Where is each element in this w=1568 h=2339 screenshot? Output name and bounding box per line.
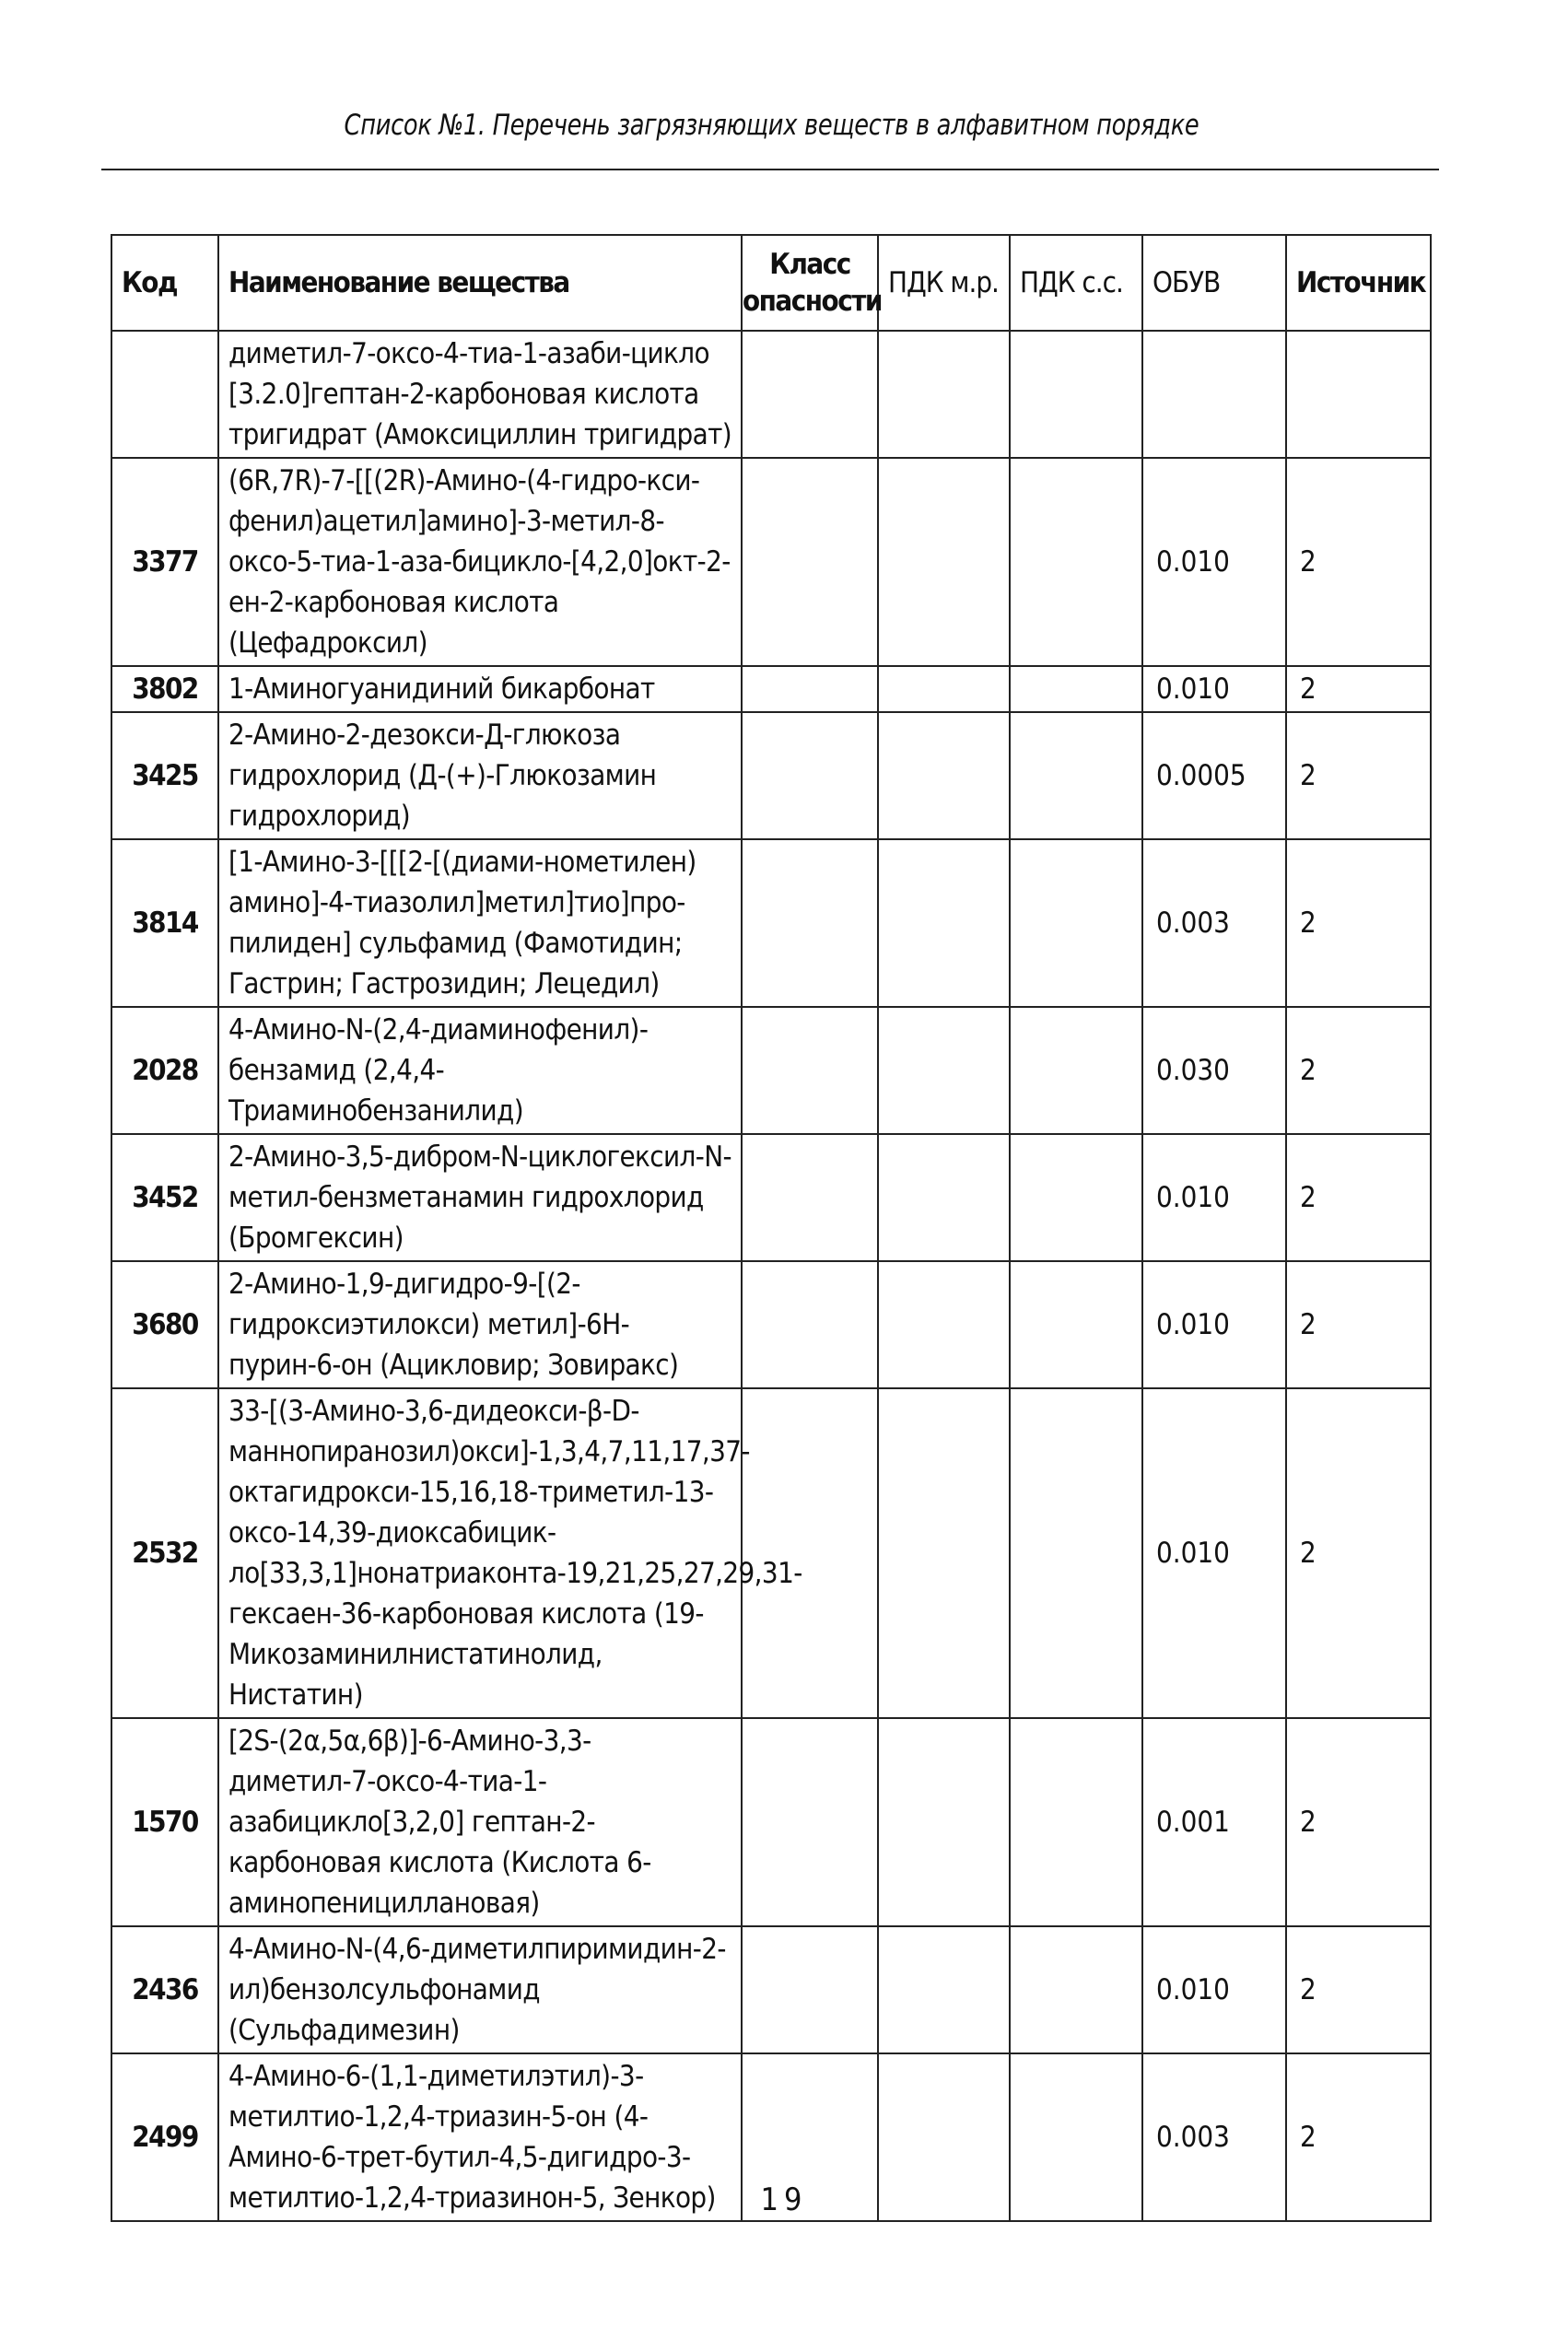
hazard-class-cell — [742, 1134, 878, 1261]
table-body — [111, 331, 1431, 2221]
code-cell: 2028 — [111, 1007, 218, 1134]
substance-name-cell: 1-Аминогуанидиний бикарбонат — [218, 666, 742, 712]
substance-name-cell: диметил-7-оксо-4-тиа-1-азаби-цикло [3.2.0]гептан-2-карбоновая кислота тригидрат (Амоксициллин тригидрат) — [218, 331, 742, 458]
substance-name-cell: 4-Амино-N-(2,4-диаминофенил)-бензамид (2,4,4-Триаминобензанилид) — [218, 1007, 742, 1134]
obuv-cell: 0.010 — [1142, 1388, 1286, 1718]
pdk-mr-cell — [878, 712, 1010, 839]
code-cell: 3802 — [111, 666, 218, 712]
table-row — [111, 1007, 1431, 1134]
source-cell: 2 — [1286, 666, 1431, 712]
hazard-class-cell — [742, 1926, 878, 2053]
substance-name-cell: [1-Амино-3-[[[2-[(диами-нометилен) амино]-4-тиазолил]метил]тио]про-пилиден] сульфамид (Фамотидин; Гастрин; Гастрозидин; Лецедил) — [218, 839, 742, 1007]
pdk-ss-cell — [1010, 331, 1142, 458]
code-cell: 1570 — [111, 1718, 218, 1926]
hazard-class-cell — [742, 1718, 878, 1926]
table-row — [111, 712, 1431, 839]
pdk-ss-cell — [1010, 1007, 1142, 1134]
pdk-ss-cell — [1010, 839, 1142, 1007]
substance-name-cell: 33-[(3-Амино-3,6-дидеокси-β-D-маннопиранозил)окси]-1,3,4,7,11,17,37-октагидрокси-15,16,18-триметил-13-оксо-14,39-диоксабицик-ло[33,3,1]нонатриаконта-19,21,25,27,29,31-гексаен-36-карбоновая кислота (19-Микозаминилнистатинолид, Нистатин) — [218, 1388, 742, 1718]
code-cell: 3814 — [111, 839, 218, 1007]
obuv-cell: 0.010 — [1142, 458, 1286, 666]
obuv-cell: 0.010 — [1142, 1134, 1286, 1261]
column-header-hazard-class-line1: Класс — [769, 248, 850, 281]
hazard-class-cell — [742, 712, 878, 839]
code-cell: 2499 — [111, 2053, 218, 2221]
pdk-mr-cell — [878, 1261, 1010, 1388]
pdk-mr-cell — [878, 1718, 1010, 1926]
obuv-cell: 0.001 — [1142, 1718, 1286, 1926]
table-row — [111, 839, 1431, 1007]
code-cell: 2532 — [111, 1388, 218, 1718]
pdk-ss-cell — [1010, 1718, 1142, 1926]
source-cell: 2 — [1286, 1261, 1431, 1388]
column-header-code: Код — [111, 235, 218, 331]
substance-name-cell: (6R,7R)-7-[[(2R)-Амино-(4-гидро-кси-фенил)ацетил]амино]-3-метил-8-оксо-5-тиа-1-аза-бицикло-[4,2,0]окт-2-ен-2-карбоновая кислота (Цефадроксил) — [218, 458, 742, 666]
obuv-cell: 0.030 — [1142, 1007, 1286, 1134]
pdk-ss-cell — [1010, 1388, 1142, 1718]
substance-name-cell: 2-Амино-1,9-дигидро-9-[(2-гидроксиэтилокси) метил]-6Н-пурин-6-он (Ацикловир; Зовиракс) — [218, 1261, 742, 1388]
pdk-ss-cell — [1010, 1134, 1142, 1261]
column-header-source: Источник — [1286, 235, 1431, 331]
pdk-ss-cell — [1010, 1261, 1142, 1388]
pdk-mr-cell — [878, 666, 1010, 712]
substance-name-cell: 4-Амино-N-(4,6-диметилпиримидин-2-ил)бензолсульфонамид (Сульфадимезин) — [218, 1926, 742, 2053]
table-row — [111, 1388, 1431, 1718]
obuv-cell: 0.010 — [1142, 666, 1286, 712]
substance-name-cell: 2-Амино-2-дезокси-Д-глюкоза гидрохлорид (Д-(+)-Глюкозамин гидрохлорид) — [218, 712, 742, 839]
column-header-pdk-mr: ПДК м.р. — [878, 235, 1010, 331]
obuv-cell: 0.003 — [1142, 839, 1286, 1007]
code-cell: 3680 — [111, 1261, 218, 1388]
table-row — [111, 1718, 1431, 1926]
code-cell: 3452 — [111, 1134, 218, 1261]
hazard-class-cell — [742, 666, 878, 712]
code-cell: 2436 — [111, 1926, 218, 2053]
obuv-cell: 0.003 — [1142, 2053, 1286, 2221]
hazard-class-cell — [742, 1007, 878, 1134]
column-header-hazard-class — [742, 235, 882, 331]
source-cell: 2 — [1286, 1134, 1431, 1261]
source-cell: 2 — [1286, 712, 1431, 839]
hazard-class-cell — [742, 839, 878, 1007]
code-cell — [111, 331, 218, 458]
pdk-ss-cell — [1010, 1926, 1142, 2053]
page-number: 19 — [760, 2181, 808, 2218]
hazard-class-cell — [742, 458, 878, 666]
page-title: Список №1. Перечень загрязняющих веществ в алфавитном порядке — [344, 109, 1199, 142]
source-cell: 2 — [1286, 2053, 1431, 2221]
table-row — [111, 1926, 1431, 2053]
pdk-mr-cell — [878, 458, 1010, 666]
obuv-cell: 0.010 — [1142, 1261, 1286, 1388]
table-row — [111, 1261, 1431, 1388]
table-row — [111, 458, 1431, 666]
table-row — [111, 331, 1431, 458]
pdk-ss-cell — [1010, 666, 1142, 712]
column-header-pdk-ss: ПДК с.с. — [1010, 235, 1142, 331]
pdk-ss-cell — [1010, 712, 1142, 839]
substance-name-cell: 4-Амино-6-(1,1-диметилэтил)-3-метилтио-1,2,4-триазин-5-он (4-Амино-6-трет-бутил-4,5-дигидро-3-метилтио-1,2,4-триазинон-5, Зенкор) — [218, 2053, 742, 2221]
table-header-row — [111, 235, 1431, 331]
hazard-class-cell — [742, 331, 878, 458]
obuv-cell: 0.0005 — [1142, 712, 1286, 839]
obuv-cell — [1142, 331, 1286, 458]
pdk-mr-cell — [878, 331, 1010, 458]
source-cell: 2 — [1286, 1388, 1431, 1718]
substances-table — [111, 234, 1432, 2222]
obuv-cell: 0.010 — [1142, 1926, 1286, 2053]
pdk-ss-cell — [1010, 458, 1142, 666]
source-cell: 2 — [1286, 839, 1431, 1007]
pdk-mr-cell — [878, 839, 1010, 1007]
pdk-mr-cell — [878, 1388, 1010, 1718]
hazard-class-cell — [742, 1261, 878, 1388]
substance-name-cell: 2-Амино-3,5-дибром-N-циклогексил-N-метил-бензметанамин гидрохлорид (Бромгексин) — [218, 1134, 742, 1261]
pdk-mr-cell — [878, 1134, 1010, 1261]
hazard-class-cell — [742, 1388, 878, 1718]
code-cell: 3425 — [111, 712, 218, 839]
pdk-mr-cell — [878, 1007, 1010, 1134]
header-divider — [101, 169, 1439, 170]
column-header-name: Наименование вещества — [218, 235, 742, 331]
table-row — [111, 666, 1431, 712]
code-cell: 3377 — [111, 458, 218, 666]
source-cell: 2 — [1286, 458, 1431, 666]
pdk-mr-cell — [878, 1926, 1010, 2053]
source-cell: 2 — [1286, 1926, 1431, 2053]
source-cell: 2 — [1286, 1007, 1431, 1134]
column-header-obuv: ОБУВ — [1142, 235, 1286, 331]
table-row — [111, 1134, 1431, 1261]
source-cell — [1286, 331, 1431, 458]
substance-name-cell: [2S-(2α,5α,6β)]-6-Амино-3,3-диметил-7-оксо-4-тиа-1-азабицикло[3,2,0] гептан-2-карбоновая кислота (Кислота 6-аминопенициллановая) — [218, 1718, 742, 1926]
column-header-hazard-class-line2: опасности — [743, 285, 882, 318]
source-cell: 2 — [1286, 1718, 1431, 1926]
